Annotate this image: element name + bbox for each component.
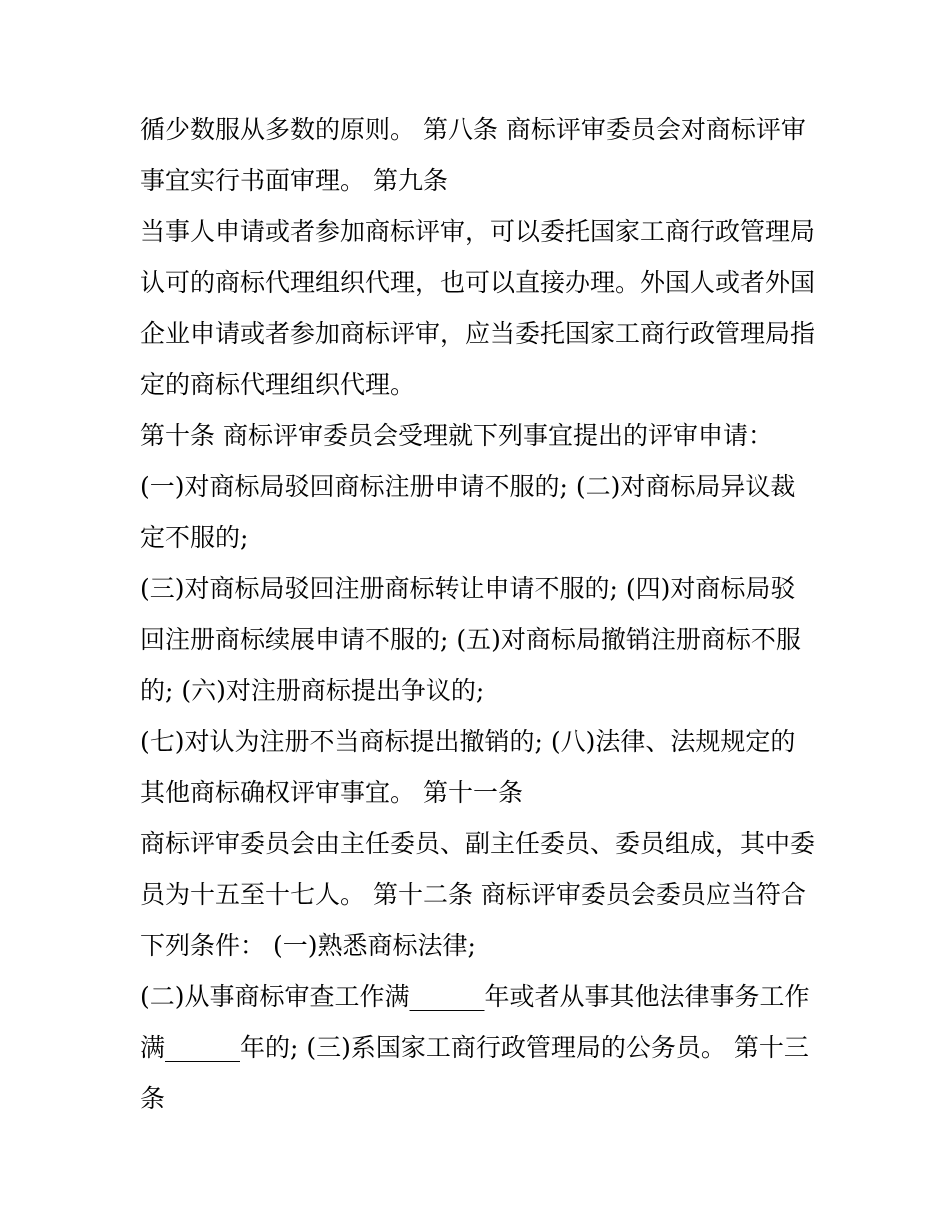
text-line: 定不服的; [140,523,249,552]
text-line: 事宜实行书面审理。 第九条 [140,166,448,195]
text-line: (二)从事商标审查工作满______年或者从事其他法律事务工作 [140,982,810,1011]
text-line: 条 [140,1084,166,1113]
text-line: 满______年的; (三)系国家工商行政管理局的公务员。 第十三 [140,1033,809,1062]
text-line: 下列条件： (一)熟悉商标法律; [140,931,476,960]
text-line: 其他商标确权评审事宜。 第十一条 [140,778,523,807]
text-line: 商标评审委员会由主任委员、副主任委员、委员组成，其中委 [140,829,816,858]
text-line: 认可的商标代理组织代理，也可以直接办理。外国人或者外国 [140,268,816,297]
text-line: 定的商标代理组织代理。 [140,370,416,399]
text-line: 第十条 商标评审委员会受理就下列事宜提出的评审申请： [140,421,773,450]
text-line: (三)对商标局驳回注册商标转让申请不服的; (四)对商标局驳 [140,574,796,603]
text-line: 回注册商标续展申请不服的; (五)对商标局撤销注册商标不服 [140,625,801,654]
text-line: 当事人申请或者参加商标评审，可以委托国家工商行政管理局 [140,217,816,246]
text-line: (七)对认为注册不当商标提出撤销的; (八)法律、法规规定的 [140,727,796,756]
text-line: 循少数服从多数的原则。 第八条 商标评审委员会对商标评审 [140,115,806,144]
document-body [140,104,820,1124]
text-line: 企业申请或者参加商标评审，应当委托国家工商行政管理局指 [140,319,816,348]
text-line: 员为十五至十七人。 第十二条 商标评审委员会委员应当符合 [140,880,806,909]
text-line: (一)对商标局驳回商标注册申请不服的; (二)对商标局异议裁 [140,472,796,501]
text-line: 的; (六)对注册商标提出争议的; [140,676,485,705]
